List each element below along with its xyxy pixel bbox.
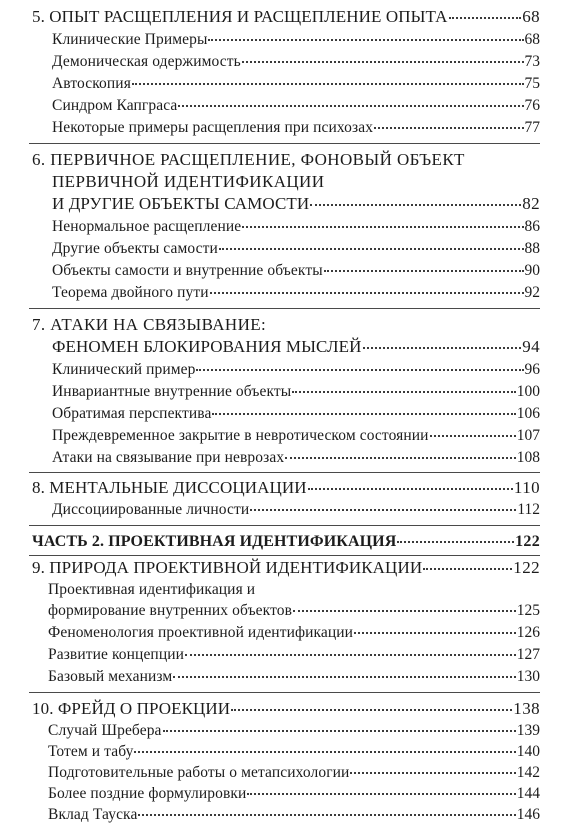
toc-entry[interactable]	[48, 623, 540, 643]
leader-dots	[285, 457, 516, 459]
leader-dots	[219, 248, 524, 250]
toc-page-number: 138	[513, 699, 540, 718]
toc-title: Диссоциированные личности	[52, 501, 250, 518]
section-divider	[29, 308, 540, 309]
toc-entry[interactable]	[52, 30, 540, 50]
toc-page-number: 77	[524, 119, 540, 136]
toc-title: Объекты самости и внутренние объекты	[52, 262, 323, 279]
toc-page-number: 112	[517, 501, 540, 518]
toc-page-number: 90	[524, 262, 540, 279]
toc-entry[interactable]	[52, 118, 540, 138]
toc-chapter-7[interactable]	[52, 337, 540, 357]
toc-title: Инвариантные внутренние объекты	[52, 383, 292, 400]
toc-entry[interactable]	[52, 52, 540, 72]
toc-title: Другие объекты самости	[52, 240, 218, 257]
toc-page-number: 75	[524, 75, 540, 92]
leader-dots	[423, 568, 512, 570]
toc-page-number: 122	[513, 558, 540, 577]
toc-entry[interactable]	[52, 426, 540, 446]
toc-page-number: 76	[524, 97, 540, 114]
leader-dots	[242, 226, 523, 228]
leader-dots	[231, 709, 512, 711]
section-divider	[29, 555, 540, 556]
toc-title: И ДРУГИЕ ОБЪЕКТЫ САМОСТИ	[52, 194, 310, 213]
toc-title: Развитие концепции	[48, 646, 185, 663]
toc-title: Обратимая перспектива	[52, 405, 212, 422]
toc-entry[interactable]	[52, 283, 540, 303]
toc-entry[interactable]	[52, 74, 540, 94]
toc-title: Базовый механизм	[48, 668, 173, 685]
toc-entry[interactable]	[52, 96, 540, 116]
leader-dots	[397, 541, 514, 543]
toc-title: Синдром Капграса	[52, 97, 178, 114]
toc-entry[interactable]	[48, 742, 540, 762]
toc-chapter-10[interactable]	[32, 699, 540, 719]
toc-entry[interactable]	[52, 404, 540, 424]
toc-title: Демоническая одержимость	[52, 53, 241, 70]
toc-title: Клинические Примеры	[52, 31, 208, 48]
leader-dots	[138, 814, 515, 816]
toc-page-number: 92	[524, 284, 540, 301]
toc-page-number: 146	[516, 806, 540, 823]
toc-chapter-9[interactable]	[32, 558, 540, 578]
toc-entry[interactable]	[52, 261, 540, 281]
toc-entry[interactable]	[52, 382, 540, 402]
leader-dots	[163, 730, 516, 732]
toc-title: Случай Шребера	[48, 722, 162, 739]
section-divider	[29, 525, 540, 526]
toc-page-number: 127	[516, 646, 540, 663]
toc-title: Подготовительные работы о метапсихологии	[48, 764, 350, 781]
leader-dots	[449, 17, 522, 19]
leader-dots	[430, 435, 516, 437]
toc-page-number: 110	[513, 478, 540, 497]
leader-dots	[324, 270, 524, 272]
toc-title: Некоторые примеры расщепления при психозах	[52, 119, 374, 136]
toc-title: формирование внутренних объектов	[48, 602, 293, 619]
toc-title: Ненормальное расщепление	[52, 218, 242, 235]
toc-title: Тотем и табу	[48, 743, 134, 760]
toc-page-number: 100	[516, 383, 540, 400]
toc-title: 9. ПРИРОДА ПРОЕКТИВНОЙ ИДЕНТИФИКАЦИИ	[32, 558, 423, 577]
toc-title: Вклад Тауска	[48, 806, 138, 823]
toc-page-number: 68	[522, 7, 540, 26]
toc-title: ЧАСТЬ 2. ПРОЕКТИВНАЯ ИДЕНТИФИКАЦИЯ	[32, 533, 397, 550]
toc-page-number: 122	[515, 533, 540, 550]
leader-dots	[354, 632, 516, 634]
toc-chapter-6-heading-line: ПЕРВИЧНОЙ ИДЕНТИФИКАЦИИ	[52, 172, 325, 191]
leader-dots	[196, 369, 523, 371]
toc-entry[interactable]	[48, 763, 540, 783]
leader-dots	[212, 413, 515, 415]
leader-dots	[134, 751, 515, 753]
toc-page-number: 96	[524, 361, 540, 378]
leader-dots	[293, 610, 516, 612]
toc-chapter-8[interactable]	[32, 478, 540, 498]
toc-entry[interactable]	[52, 217, 540, 237]
toc-page-number: 68	[524, 31, 540, 48]
toc-entry[interactable]	[48, 667, 540, 687]
toc-title: Преждевременное закрытие в невротическом состоянии	[52, 427, 429, 444]
toc-chapter-5[interactable]	[32, 7, 540, 27]
toc-entry[interactable]	[48, 721, 540, 741]
toc-title: Феноменология проективной идентификации	[48, 624, 354, 641]
leader-dots	[210, 292, 524, 294]
toc-entry[interactable]	[52, 448, 540, 468]
toc-title: Автоскопия	[52, 75, 131, 92]
toc-page-number: 139	[516, 722, 540, 739]
toc-title: ФЕНОМЕН БЛОКИРОВАНИЯ МЫСЛЕЙ	[52, 337, 362, 356]
toc-title: 8. МЕНТАЛЬНЫЕ ДИССОЦИАЦИИ	[32, 478, 307, 497]
toc-entry[interactable]	[48, 784, 540, 804]
toc-entry[interactable]	[52, 500, 540, 520]
toc-title: 5. ОПЫТ РАСЩЕПЛЕНИЯ И РАСЩЕПЛЕНИЕ ОПЫТА	[32, 7, 448, 26]
leader-dots	[308, 488, 513, 490]
toc-page-number: 130	[516, 668, 540, 685]
toc-entry[interactable]	[52, 360, 540, 380]
leader-dots	[250, 509, 516, 511]
toc-chapter-6[interactable]	[52, 194, 540, 214]
section-divider	[29, 692, 540, 693]
toc-page-number: 86	[524, 218, 540, 235]
toc-page-number: 107	[516, 427, 540, 444]
toc-entry-line: Проективная идентификация и	[48, 581, 256, 598]
toc-page-number: 144	[516, 785, 540, 802]
leader-dots	[363, 347, 522, 349]
toc-page-number: 126	[516, 624, 540, 641]
toc-page-number: 125	[516, 602, 540, 619]
toc-entry[interactable]	[48, 601, 540, 621]
toc-page-number: 82	[522, 194, 540, 213]
leader-dots	[374, 127, 523, 129]
toc-title: Более поздние формулировки	[48, 785, 247, 802]
toc-entry[interactable]	[48, 805, 540, 825]
leader-dots	[350, 772, 515, 774]
toc-page-number: 106	[516, 405, 540, 422]
leader-dots	[208, 39, 523, 41]
leader-dots	[185, 654, 516, 656]
toc-entry[interactable]	[48, 645, 540, 665]
toc-page-number: 140	[516, 743, 540, 760]
toc-page-number: 73	[524, 53, 540, 70]
toc-chapter-7-heading-line: 7. АТАКИ НА СВЯЗЫВАНИЕ:	[32, 315, 267, 334]
toc-part-2[interactable]	[32, 532, 540, 552]
leader-dots	[247, 793, 515, 795]
toc-page-number: 94	[522, 337, 540, 356]
section-divider	[29, 472, 540, 473]
toc-page-number: 88	[524, 240, 540, 257]
toc-page-number: 108	[516, 449, 540, 466]
leader-dots	[178, 105, 523, 107]
toc-title: Теорема двойного пути	[52, 284, 209, 301]
leader-dots	[310, 204, 521, 206]
leader-dots	[292, 391, 515, 393]
toc-chapter-6-heading-line: 6. ПЕРВИЧНОЕ РАСЩЕПЛЕНИЕ, ФОНОВЫЙ ОБЪЕКТ	[32, 150, 465, 169]
toc-title: 10. ФРЕЙД О ПРОЕКЦИИ	[32, 699, 231, 718]
leader-dots	[173, 676, 515, 678]
leader-dots	[242, 61, 524, 63]
toc-page-number: 142	[516, 764, 540, 781]
leader-dots	[132, 83, 524, 85]
section-divider	[29, 143, 540, 144]
toc-entry[interactable]	[52, 239, 540, 259]
toc-title: Клинический пример	[52, 361, 196, 378]
toc-title: Атаки на связывание при неврозах	[52, 449, 285, 466]
